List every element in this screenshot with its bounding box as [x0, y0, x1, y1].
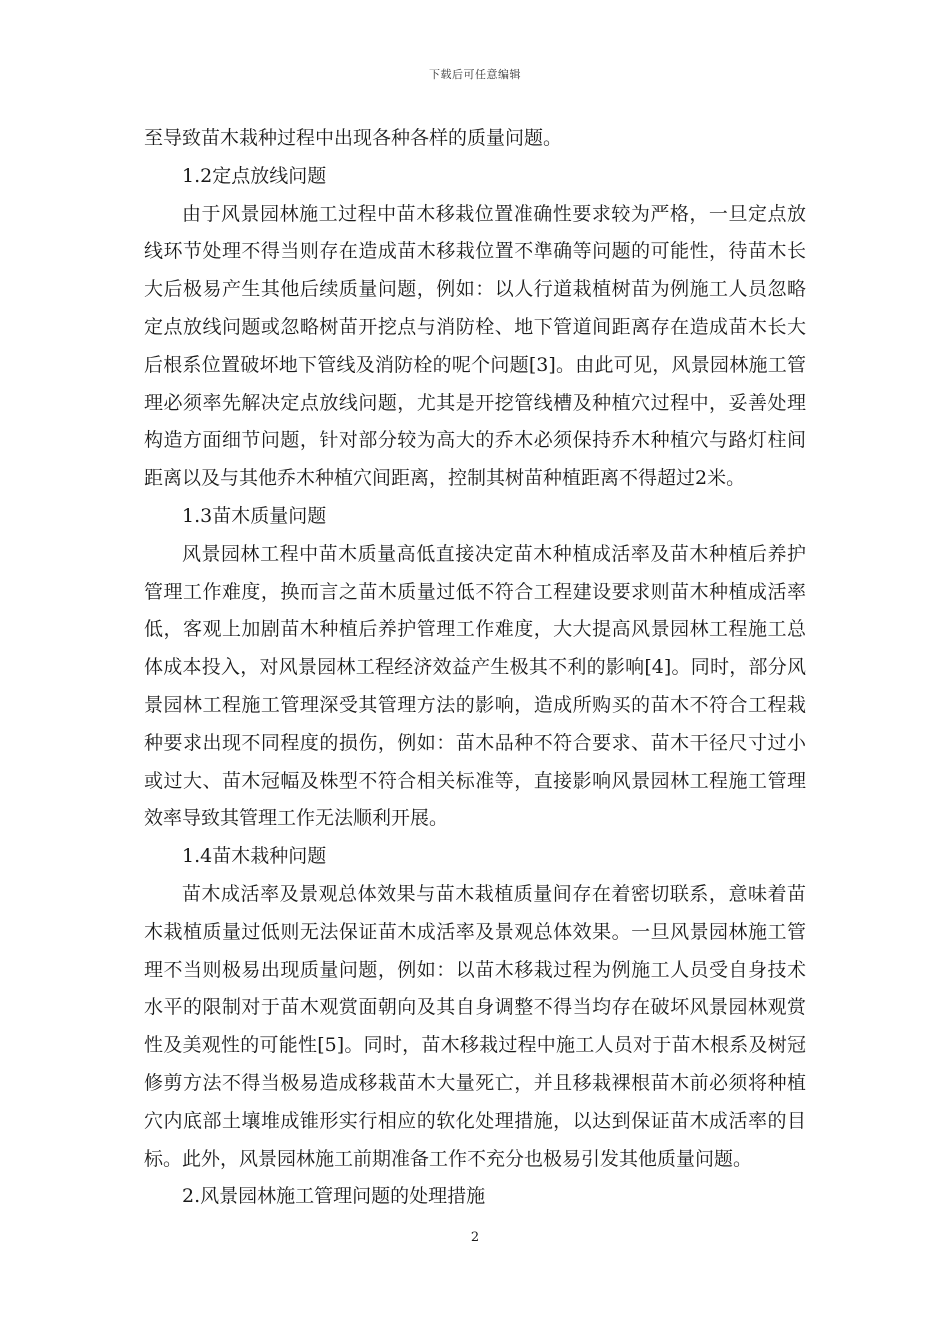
paragraph-line: 穴内底部土壤堆成锥形实行相应的软化处理措施，以达到保证苗木成活率的目 [144, 1109, 806, 1132]
page-header: 下载后可任意编辑 [429, 68, 521, 81]
paragraph-line: 低，客观上加剧苗木种植后养护管理工作难度，大大提高风景园林工程施工总 [144, 618, 806, 641]
paragraph-line: 或过大、苗木冠幅及株型不符合相关标准等，直接影响风景园林工程施工管理 [144, 769, 806, 792]
paragraph-line: 距离以及与其他乔木种植穴间距离，控制其树苗种植距离不得超过2米。 [144, 467, 746, 490]
paragraph-line: 至导致苗木栽种过程中出现各种各样的质量问题。 [144, 127, 563, 149]
paragraph-line: 大后极易产生其他后续质量问题，例如：以人行道栽植树苗为例施工人员忽略 [144, 278, 806, 301]
paragraph-line: 由于风景园林施工过程中苗木移栽位置准确性要求较为严格，一旦定点放 [182, 202, 806, 225]
paragraph-line: 线环节处理不得当则存在造成苗木移栽位置不準确等问题的可能性，待苗木长 [144, 240, 806, 263]
section-heading: 1.2定点放线问题 [182, 164, 327, 187]
page-number: 2 [470, 1230, 480, 1245]
paragraph-line: 种要求出现不同程度的损伤，例如：苗木品种不符合要求、苗木干径尺寸过小 [144, 731, 806, 754]
paragraph-line: 定点放线问题或忽略树苗开挖点与消防栓、地下管道间距离存在造成苗木长大 [144, 315, 806, 338]
body-text [144, 120, 806, 1216]
section-heading: 1.4苗木栽种问题 [182, 845, 327, 868]
paragraph-line: 管理工作难度，换而言之苗木质量过低不符合工程建设要求则苗木种植成活率 [144, 580, 806, 603]
paragraph-line: 标。此外，风景园林施工前期准备工作不充分也极易引发其他质量问题。 [144, 1147, 753, 1170]
paragraph-line: 景园林工程施工管理深受其管理方法的影响，造成所购买的苗木不符合工程栽 [144, 693, 806, 716]
paragraph-line: 木栽植质量过低则无法保证苗木成活率及景观总体效果。一旦风景园林施工管 [144, 920, 806, 943]
paragraph-line: 后根系位置破坏地下管线及消防栓的呢个问题[3]。由此可见，风景园林施工管 [144, 353, 806, 376]
paragraph-line: 构造方面细节问题，针对部分较为高大的乔木必须保持乔木种植穴与路灯柱间 [144, 429, 806, 452]
paragraph-line: 修剪方法不得当极易造成移栽苗木大量死亡，并且移栽裸根苗木前必须将种植 [144, 1071, 806, 1094]
paragraph-line: 效率导致其管理工作无法顺利开展。 [144, 807, 449, 830]
paragraph-line: 理不当则极易出现质量问题，例如：以苗木移栽过程为例施工人员受自身技术 [144, 958, 806, 981]
section-heading: 2.风景园林施工管理问题的处理措施 [182, 1185, 486, 1208]
paragraph-line: 体成本投入，对风景园林工程经济效益产生极其不利的影响[4]。同时，部分风 [144, 656, 806, 679]
paragraph-line: 水平的限制对于苗木观赏面朝向及其自身调整不得当均存在破坏风景园林观赏 [144, 996, 806, 1019]
section-heading: 1.3苗木质量问题 [182, 504, 327, 527]
paragraph-line: 苗木成活率及景观总体效果与苗木栽植质量间存在着密切联系，意味着苗 [182, 882, 806, 905]
paragraph-line: 性及美观性的可能性[5]。同时，苗木移栽过程中施工人员对于苗木根系及树冠 [144, 1034, 806, 1057]
paragraph-line: 理必须率先解决定点放线问题，尤其是开挖管线槽及种植穴过程中，妥善处理 [144, 391, 806, 414]
paragraph-line: 风景园林工程中苗木质量高低直接决定苗木种植成活率及苗木种植后养护 [182, 542, 806, 565]
